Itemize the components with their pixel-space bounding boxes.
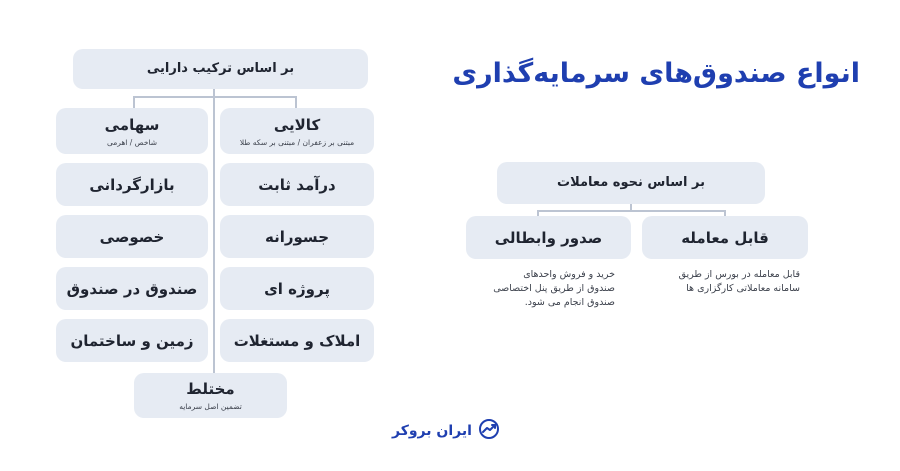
land-building-fund-box xyxy=(56,319,208,362)
description-line: خرید و فروش واحدهای xyxy=(523,269,615,280)
private-fund-label: خصوصی xyxy=(99,227,165,246)
description-line: قابل معامله در بورس از طریق xyxy=(678,269,800,280)
private-fund-box xyxy=(56,215,208,258)
fund-of-funds-label: صندوق در صندوق xyxy=(66,279,198,298)
real-estate-fund-box xyxy=(220,319,374,362)
fixed-income-fund-label: درآمد ثابت xyxy=(258,175,336,194)
tradable-fund-label: قابل معامله xyxy=(681,228,769,247)
fund-of-funds-box xyxy=(56,267,208,310)
connector-line xyxy=(133,96,297,98)
trading-header-label: بر اساس نحوه معاملات xyxy=(557,175,705,191)
venture-fund-label: جسورانه xyxy=(265,227,329,246)
header-label: بر اساس ترکیب دارایی xyxy=(146,61,295,77)
brand-name: ایران بروکر xyxy=(392,423,472,439)
trend-chart-icon xyxy=(478,418,500,444)
trading-method-header xyxy=(497,162,765,204)
page-title: انواع صندوق‌های سرمایه‌گذاری xyxy=(452,58,860,89)
tradable-fund-box xyxy=(642,216,808,259)
equity-fund-sub: شاخص / اهرمی xyxy=(106,137,158,147)
project-fund-box xyxy=(220,267,374,310)
equity-fund-box xyxy=(56,108,208,154)
brand-logo xyxy=(392,419,507,443)
equity-fund-label: سهامی xyxy=(104,115,160,134)
commodity-fund-label: کالایی xyxy=(273,115,321,134)
mixed-fund-box xyxy=(134,373,287,418)
issuance-redemption-fund-box xyxy=(466,216,631,259)
project-fund-label: پروژه ای xyxy=(264,279,330,298)
connector-line xyxy=(537,210,726,212)
land-building-fund-label: زمین و ساختمان xyxy=(70,331,194,350)
connector-line xyxy=(213,89,215,377)
market-making-fund-box xyxy=(56,163,208,206)
real-estate-fund-label: املاک و مستغلات xyxy=(233,331,361,350)
issuance-redemption-label: صدور وابطالی xyxy=(494,228,603,247)
mixed-fund-label: مختلط xyxy=(186,380,235,398)
issuance-description xyxy=(470,268,615,310)
description-line: صندوق از طریق پنل اختصاصی xyxy=(493,283,615,294)
commodity-fund-box xyxy=(220,108,374,154)
commodity-fund-sub: مبتنی بر زعفران / مبتنی بر سکه طلا xyxy=(239,137,355,147)
mixed-fund-sub: تضمین اصل سرمایه xyxy=(179,402,242,411)
asset-composition-header xyxy=(73,49,368,89)
description-line: صندوق انجام می شود. xyxy=(524,297,615,308)
venture-fund-box xyxy=(220,215,374,258)
market-making-fund-label: بازارگردانی xyxy=(89,175,175,194)
description-line: سامانه معاملاتی کارگزاری ها xyxy=(686,283,800,294)
tradable-description xyxy=(650,268,800,296)
fixed-income-fund-box xyxy=(220,163,374,206)
